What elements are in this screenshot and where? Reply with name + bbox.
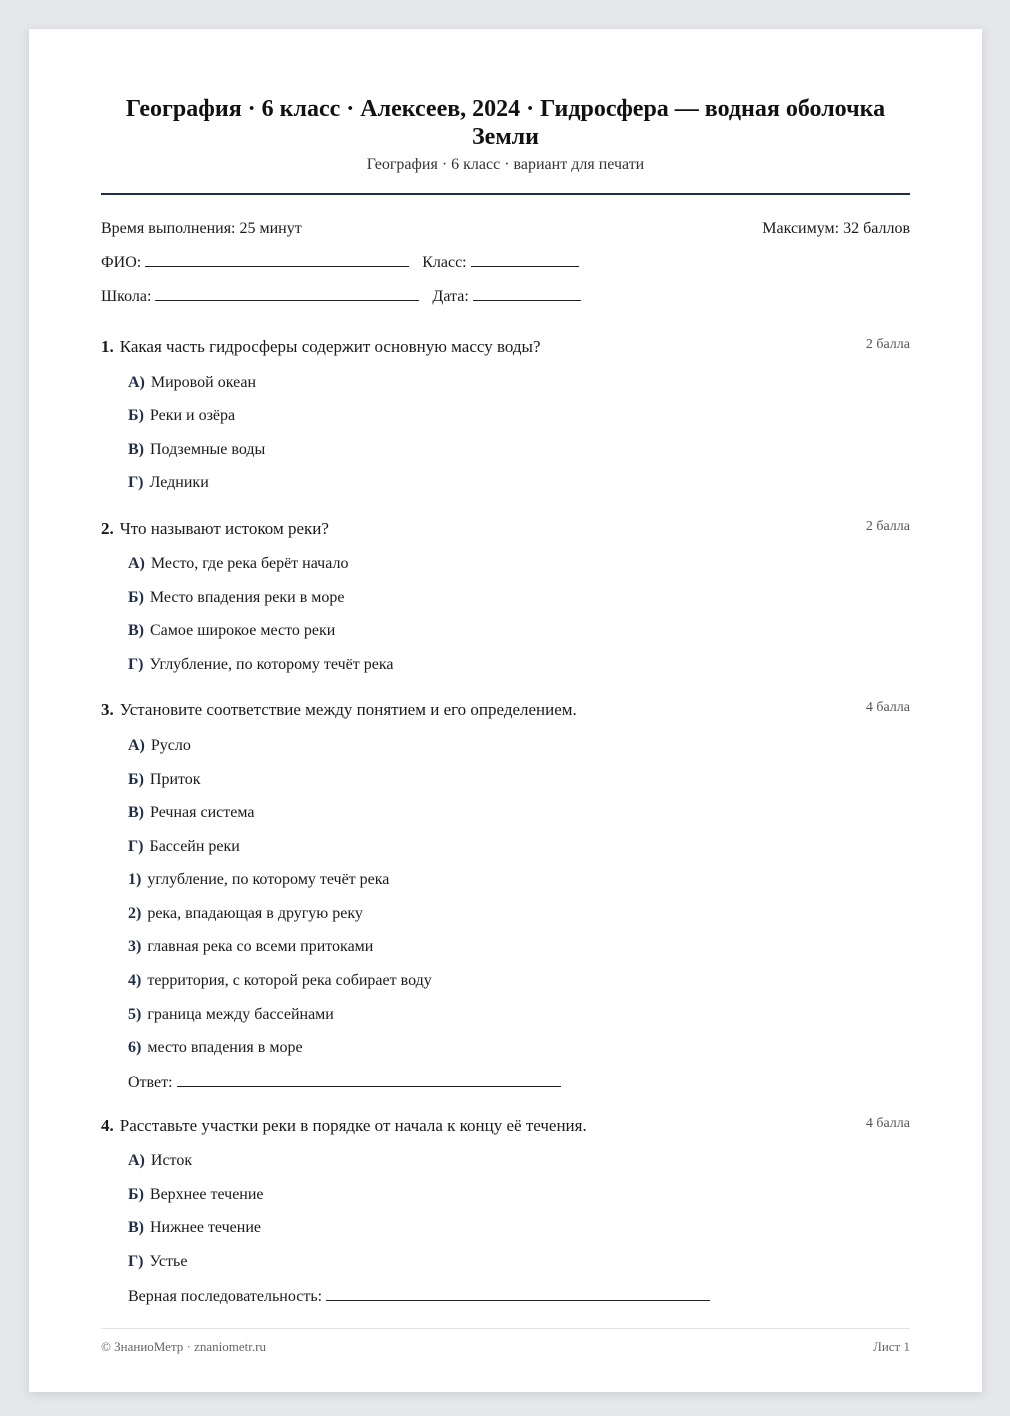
class-label: Класс: — [422, 254, 467, 271]
option-key: В) — [128, 441, 144, 458]
question-text: Установите соответствие между понятием и его определением. — [119, 700, 577, 719]
option-b[interactable] — [128, 588, 344, 608]
option-text: Ледники — [149, 474, 209, 491]
option-g[interactable] — [128, 473, 209, 493]
option-key: В) — [128, 1219, 144, 1236]
option-key: Г) — [128, 474, 144, 491]
option-key: 3) — [128, 938, 142, 955]
option-key: В) — [128, 804, 144, 821]
option-key: А) — [128, 555, 145, 572]
header-divider — [101, 193, 910, 195]
option-v[interactable] — [128, 621, 335, 641]
option-b[interactable] — [128, 406, 235, 426]
date-blank[interactable] — [473, 286, 581, 301]
question-number: 1. — [101, 337, 114, 356]
option-key: 5) — [128, 1006, 142, 1023]
max-score: Максимум: 32 баллов — [762, 220, 910, 237]
class-blank[interactable] — [471, 252, 579, 267]
term-a — [128, 736, 191, 756]
question-text: Расставьте участки реки в порядке от начала к концу её течения. — [119, 1116, 587, 1135]
fio-label: ФИО: — [101, 254, 142, 271]
item-b — [128, 1185, 264, 1205]
meta-time-row — [101, 219, 910, 239]
option-key: 1) — [128, 871, 142, 888]
option-text: граница между бассейнами — [147, 1006, 334, 1023]
answer-label: Верная последовательность: — [128, 1288, 323, 1305]
definition-3 — [128, 937, 373, 957]
option-key: Г) — [128, 656, 144, 673]
option-text: Речная система — [150, 804, 255, 821]
option-text: Реки и озёра — [149, 407, 236, 424]
option-text: Мировой океан — [150, 374, 257, 391]
sheet-number: Лист 1 — [873, 1339, 910, 1354]
fio-blank[interactable] — [145, 252, 409, 267]
question-header — [101, 699, 910, 721]
option-key: 4) — [128, 972, 142, 989]
option-text: главная река со всеми притоками — [147, 938, 374, 955]
option-a[interactable] — [128, 373, 256, 393]
question-points: 2 балла — [865, 337, 910, 352]
option-text: Углубление, по которому течёт река — [149, 656, 394, 673]
option-text: Самое широкое место реки — [150, 622, 336, 639]
question-header — [101, 518, 910, 540]
class-field[interactable] — [422, 252, 578, 273]
term-v — [128, 803, 254, 823]
page-header — [101, 95, 910, 175]
item-g — [128, 1252, 187, 1272]
option-text: Бассейн реки — [149, 838, 240, 855]
time-limit: Время выполнения: 25 минут — [101, 220, 302, 237]
option-key: Г) — [128, 838, 144, 855]
school-label: Школа: — [101, 288, 152, 305]
question-number: 2. — [101, 519, 114, 538]
option-text: Исток — [150, 1152, 193, 1169]
option-text: Место, где река берёт начало — [150, 555, 349, 572]
school-blank[interactable] — [155, 286, 419, 301]
option-text: Подземные воды — [150, 441, 266, 458]
question-1 — [101, 336, 910, 491]
option-key: 2) — [128, 905, 142, 922]
option-key: Г) — [128, 1253, 144, 1270]
question-points: 2 балла — [865, 519, 910, 534]
option-text: место впадения в море — [147, 1039, 303, 1056]
option-a[interactable] — [128, 554, 348, 574]
answer-label: Ответ: — [128, 1074, 173, 1091]
page-footer — [101, 1339, 910, 1355]
school-field[interactable] — [101, 286, 419, 307]
option-text: Приток — [149, 771, 201, 788]
option-text: Русло — [150, 737, 191, 754]
question-header — [101, 336, 910, 358]
worksheet-page — [29, 29, 982, 1392]
option-key: В) — [128, 622, 144, 639]
option-key: А) — [128, 1152, 145, 1169]
option-key: А) — [128, 737, 145, 754]
item-v — [128, 1218, 261, 1238]
answer-field[interactable] — [128, 1072, 561, 1093]
meta-name-row — [101, 252, 910, 273]
answer-blank[interactable] — [177, 1072, 561, 1087]
question-number: 4. — [101, 1116, 114, 1135]
question-text: Что называют истоком реки? — [119, 519, 329, 538]
definition-4 — [128, 971, 432, 991]
option-key: Б) — [128, 589, 144, 606]
item-a — [128, 1151, 192, 1171]
option-text: территория, с которой река собирает воду — [147, 972, 432, 989]
question-number: 3. — [101, 700, 114, 719]
definition-1 — [128, 870, 389, 890]
term-b — [128, 770, 201, 790]
question-2 — [101, 518, 910, 673]
answer-blank[interactable] — [326, 1286, 710, 1301]
option-key: Б) — [128, 407, 144, 424]
option-text: углубление, по которому течёт река — [147, 871, 390, 888]
option-key: Б) — [128, 771, 144, 788]
question-points: 4 балла — [865, 1116, 910, 1131]
date-field[interactable] — [432, 286, 580, 307]
fio-field[interactable] — [101, 252, 409, 273]
footer-divider — [101, 1328, 910, 1329]
page-title: География · 6 класс · Алексеев, 2024 · Гидросфера — водная оболочка Земли — [125, 96, 886, 150]
sequence-answer-field[interactable] — [128, 1286, 710, 1307]
option-text: Верхнее течение — [149, 1186, 264, 1203]
option-text: Место впадения реки в море — [149, 589, 345, 606]
option-text: Нижнее течение — [150, 1219, 262, 1236]
option-text: Устье — [149, 1253, 188, 1270]
option-key: Б) — [128, 1186, 144, 1203]
question-header — [101, 1115, 910, 1137]
meta-school-row — [101, 286, 910, 307]
date-label: Дата: — [432, 288, 469, 305]
option-key: 6) — [128, 1039, 142, 1056]
question-text: Какая часть гидросферы содержит основную массу воды? — [119, 337, 541, 356]
option-text: река, впадающая в другую реку — [147, 905, 363, 922]
term-g — [128, 837, 240, 857]
definition-6 — [128, 1038, 303, 1058]
question-points: 4 балла — [865, 700, 910, 715]
option-key: А) — [128, 374, 145, 391]
copyright: © ЗнаниоМетр · znaniometr.ru — [101, 1339, 266, 1354]
page-subtitle: География · 6 класс · вариант для печати — [366, 156, 645, 173]
option-v[interactable] — [128, 440, 265, 460]
question-3 — [101, 699, 910, 1091]
option-g[interactable] — [128, 655, 394, 675]
definition-5 — [128, 1005, 334, 1025]
definition-2 — [128, 904, 363, 924]
question-4 — [101, 1115, 910, 1305]
